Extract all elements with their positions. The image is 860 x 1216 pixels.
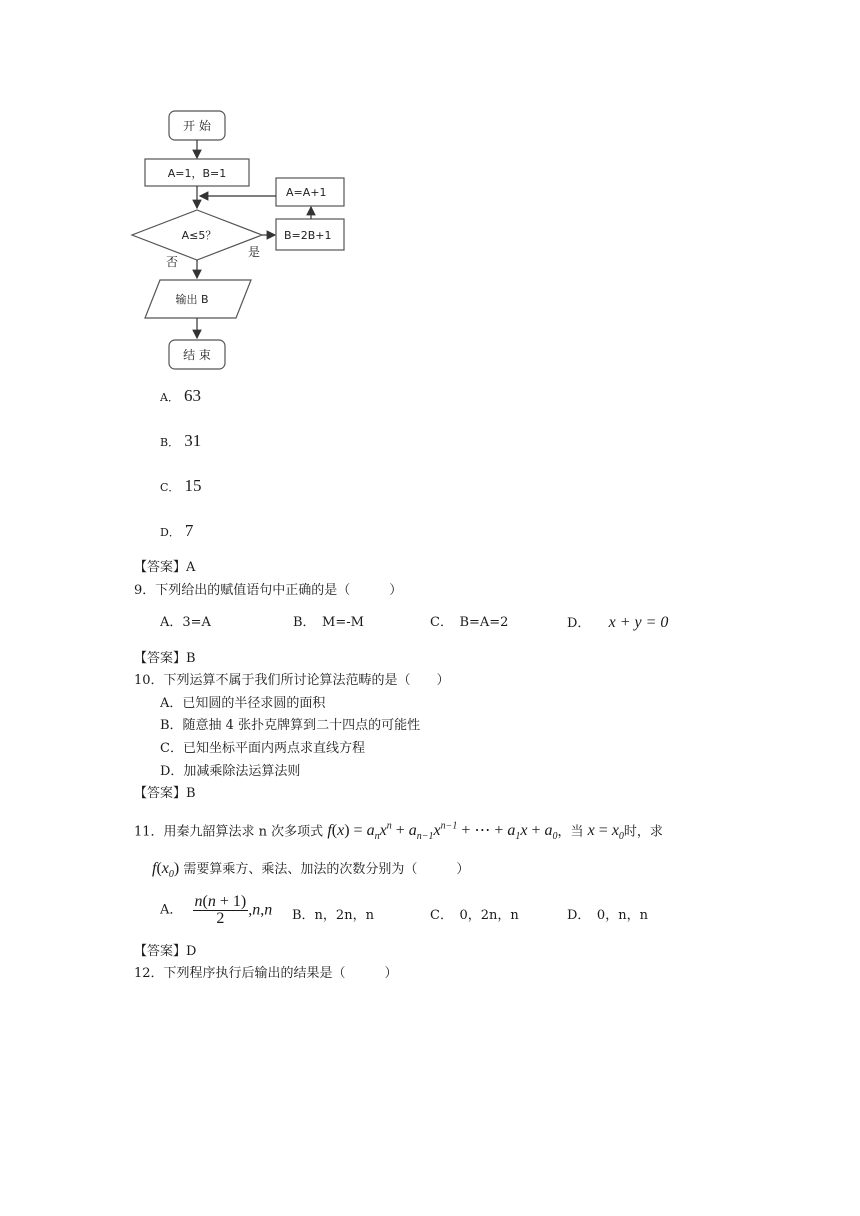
option-letter: C． <box>160 481 180 494</box>
q11-option-a: A． $\frac{n(n + 1)}{2}$ ,n,n <box>160 893 273 927</box>
q11-answer: 【答案】D <box>134 944 197 959</box>
option-letter: A． <box>160 902 183 918</box>
x-equals-x0: $x = x_0$ <box>587 822 624 843</box>
q9-option-b: B． M=-M <box>293 615 364 630</box>
option-value: 15 <box>184 476 202 495</box>
q8-option-b <box>160 431 201 451</box>
q11-line2-suffix: 需要算乘方、乘法、加法的次数分别为（ ） <box>183 862 470 877</box>
q11-option-d: D． 0，n，n <box>567 908 648 923</box>
yes-label: 是 <box>248 245 261 259</box>
q8-option-c <box>160 476 202 496</box>
init-label: A=1，B=1 <box>167 167 227 180</box>
q10-stem: 10．下列运算不属于我们所讨论算法范畴的是（ ） <box>134 673 450 688</box>
flowchart <box>0 0 860 380</box>
q11-stem-suffix: 时，求 <box>623 824 663 840</box>
q9-option-c: C． B=A=2 <box>430 615 509 630</box>
q10-option-b: B．随意抽 4 张扑克牌算到二十四点的可能性 <box>160 718 421 733</box>
option-letter: D． <box>160 526 180 539</box>
q9-option-a: A．3=A <box>160 615 211 630</box>
q11-stem-line2 <box>152 858 469 886</box>
option-value: 63 <box>184 386 202 405</box>
option-letter: B． <box>160 436 180 449</box>
q9-answer: 【答案】B <box>134 651 196 666</box>
q10-option-c: C．已知坐标平面内两点求直线方程 <box>160 741 365 756</box>
q9-stem: 9．下列给出的赋值语句中正确的是（ ） <box>134 583 403 598</box>
output-label: 输出 B <box>175 293 209 306</box>
q8-answer: 【答案】A <box>134 560 196 575</box>
option-letter: A． <box>160 391 179 404</box>
q8-option-d <box>160 521 193 541</box>
polynomial-formula: $f(x) = a_nx^n + a_{n-1}x^{n-1}$ + ⋯ + $a_1x + a_0$ <box>327 821 558 843</box>
option-value: 31 <box>184 431 202 450</box>
option-value: 7 <box>184 521 194 540</box>
q9-option-d: D． x + y = 0 <box>567 614 669 631</box>
update-a-label: A=A+1 <box>286 186 327 199</box>
q12-stem: 12．下列程序执行后输出的结果是（ ） <box>134 966 398 981</box>
q11-option-b: B．n，2n，n <box>292 908 374 923</box>
fraction-n-n-plus-1-over-2: $\frac{n(n + 1)}{2}$ <box>194 893 247 927</box>
f-of-x0: $f(x_0)$ <box>152 860 180 881</box>
q10-answer: 【答案】B <box>134 786 196 801</box>
q11-stem-line1 <box>134 816 663 849</box>
q11-stem-prefix: 11．用秦九韶算法求 n 次多项式 <box>134 824 324 840</box>
q10-option-d: D．加减乘除法运算法则 <box>160 764 301 779</box>
q11-option-c: C． 0，2n，n <box>430 908 519 923</box>
update-b-label: B=2B+1 <box>284 229 332 242</box>
condition-label: A≤5？ <box>181 229 217 242</box>
no-label: 否 <box>166 255 179 269</box>
start-label: 开 始 <box>183 119 211 133</box>
option-letter: D． <box>567 616 591 631</box>
equation-x-plus-y: x <box>608 614 616 631</box>
end-label: 结 束 <box>183 348 211 362</box>
q8-option-a <box>160 386 201 406</box>
q11-stem-mid: ，当 <box>557 824 584 840</box>
q10-option-a: A．已知圆的半径求圆的面积 <box>160 696 326 711</box>
